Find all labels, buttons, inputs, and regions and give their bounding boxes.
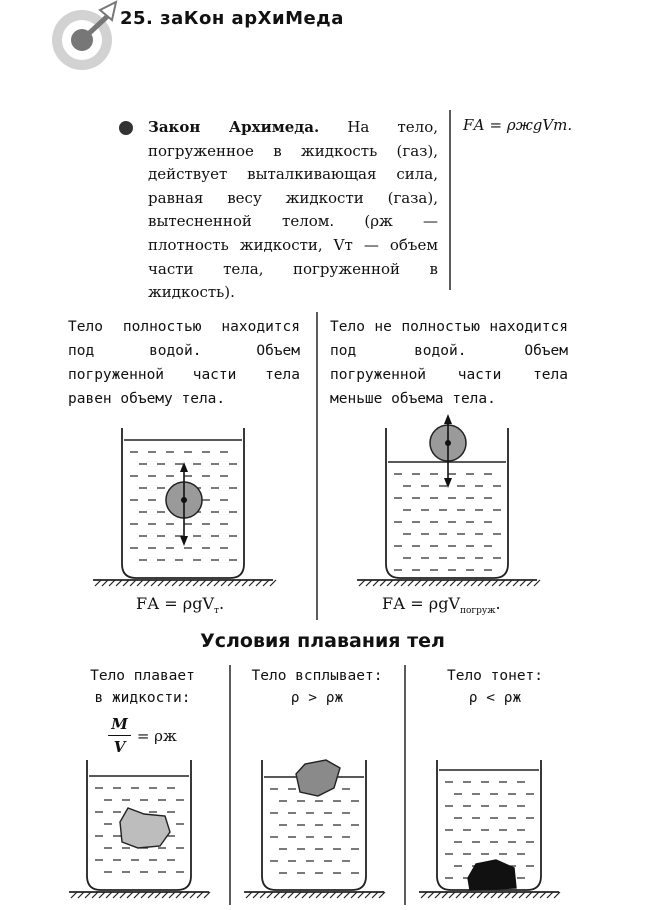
floating-heading: Условия плавания тел (200, 630, 445, 652)
partial-submersion-text: Тело не полностью находится под водой. Объем погруженной части тела меньше объема тела. (330, 319, 568, 407)
target-logo-icon (52, 2, 116, 70)
condition-rises: Тело всплывает: ρ > ρж (251, 668, 383, 706)
formula-partial: FА = ρgV$_{погруж}$. (382, 594, 501, 617)
bullet-icon (119, 121, 133, 135)
intro-text: На тело, погруженное в жидкость (газ), действует выталкивающая сила, равная весу жидкости (газа), вытесненной телом. (ρж — плотность жидкости, Vт — объем части тела, погруженной в жидкость). (148, 118, 438, 302)
page-title: 25. заКон арХиМеда (120, 8, 344, 29)
intro-paragraph (148, 116, 438, 305)
stone-floating (120, 808, 170, 848)
stone-rising (296, 760, 340, 796)
stone-sinking (468, 860, 516, 890)
submerged-ball (166, 462, 202, 546)
archimedes-formula: FА = ρжgVт. (463, 116, 573, 134)
condition-floats: Тело плавает в жидкости: $\frac{M}{V}$ = ρж (90, 668, 195, 756)
condition-sinks: Тело тонет: ρ < ρж (446, 668, 544, 706)
full-submersion-text: Тело полностью находится под водой. Объем погруженной части тела равен объему тела. (68, 319, 300, 407)
formula-full: FА = ρgV$_т$. (136, 594, 225, 617)
intro-term: Закон Архимеда. (148, 118, 320, 136)
floating-ball (430, 414, 466, 488)
